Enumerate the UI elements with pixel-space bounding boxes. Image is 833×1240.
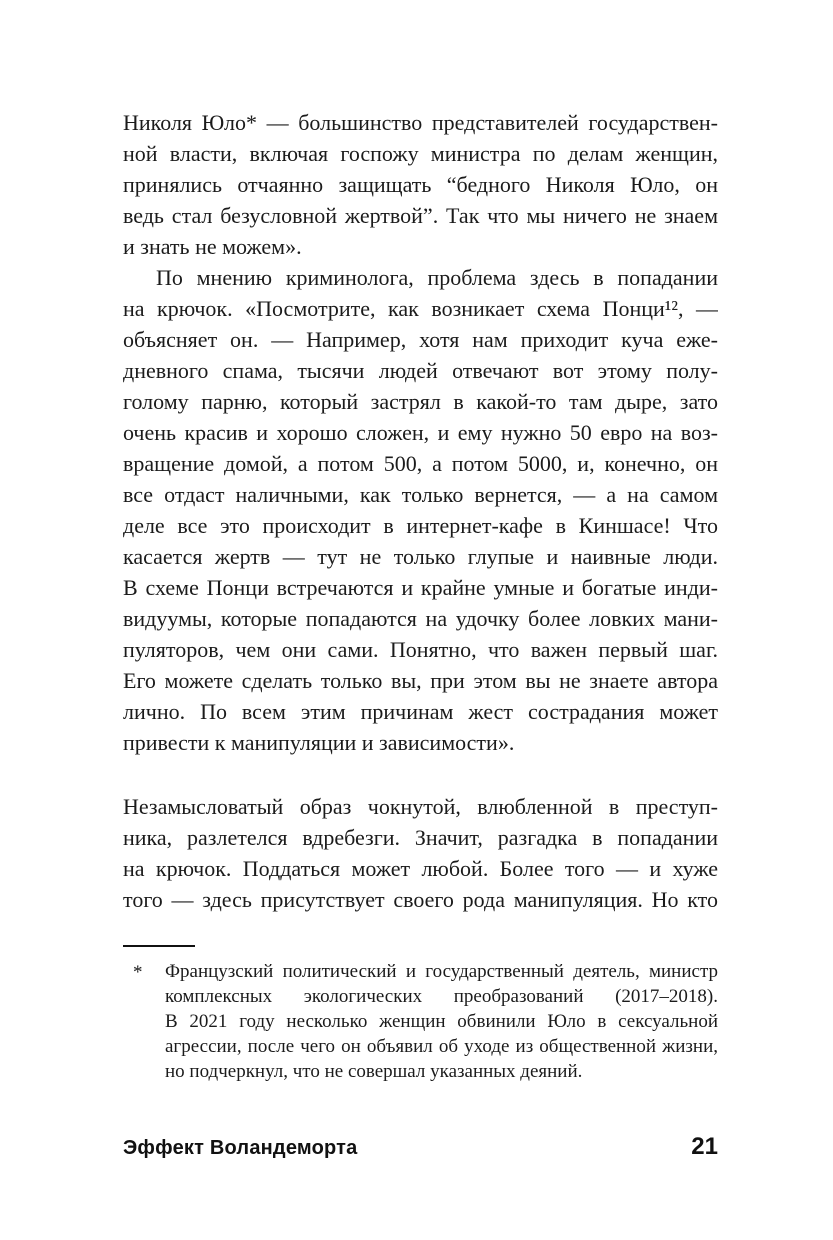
footnote-marker: * [133,962,143,983]
body-text-line: и знать не можем». [123,234,302,259]
body-text-line: пуляторов, чем они сами. Понятно, что важен первый шаг. [123,637,718,662]
body-text [123,107,718,915]
body-text-line: очень красив и хорошо сложен, и ему нужно 50 евро на воз- [123,420,718,445]
text-block [123,107,718,1084]
body-text-line: ной власти, включая госпожу министра по делам женщин, [123,141,718,166]
body-text-line: голому парню, который застрял в какой-то там дыре, зато [123,389,718,414]
footnote-line: комплексных экологических преобразований (2017–2018). [165,986,718,1007]
page-footer [123,1133,718,1161]
body-text-line: Незамысловатый образ чокнутой, влюбленной в преступ- [123,794,718,819]
body-text-line: на крючок. «Посмотрите, как возникает схема Понци¹², — [123,296,718,321]
body-text-line: лично. По всем этим причинам жест сострадания может [123,699,718,724]
body-text-line: По мнению криминолога, проблема здесь в попадании [156,265,718,290]
body-text-line: касается жертв — тут не только глупые и наивные люди. [123,544,718,569]
body-text-line: привести к манипуляции и зависимости». [123,730,515,755]
paragraph-3 [123,791,718,915]
body-text-line: деле все это происходит в интернет-кафе в Киншасе! Что [123,513,718,538]
footnote-line: В 2021 году несколько женщин обвинили Юло в сексуальной [165,1011,718,1032]
body-text-line: В схеме Понци встречаются и крайне умные и богатые инди- [123,575,718,600]
body-text-line: того — здесь присутствует своего рода манипуляция. Но кто [123,887,718,912]
footnote-line: Французский политический и государственный деятель, министр [165,961,718,982]
footnote [123,959,718,1084]
footnote-line: но подчеркнул, что не совершал указанных деяний. [165,1061,583,1082]
body-text-line: видуумы, которые попадаются на удочку более ловких мани- [123,606,718,631]
body-text-line: дневного спама, тысячи людей отвечают вот этому полу- [123,358,718,383]
paragraph-1 [123,107,718,262]
footnote-divider [123,945,195,947]
page-number: 21 [691,1133,718,1160]
body-text-line: принялись отчаянно защищать “бедного Николя Юло, он [123,172,718,197]
body-text-line: объясняет он. — Например, хотя нам приходит куча еже- [123,327,718,352]
body-text-line: все отдаст наличными, как только вернется, — а на самом [123,482,718,507]
body-text-line: ведь стал безусловной жертвой”. Так что мы ничего не знаем [123,203,718,228]
running-title: Эффект Воландеморта [123,1137,358,1159]
body-text-line: вращение домой, а потом 500, а потом 5000, и, конечно, он [123,451,718,476]
footnote-line: агрессии, после чего он объявил об уходе из общественной жизни, [165,1036,718,1057]
body-text-line: Его можете сделать только вы, при этом вы не знаете автора [123,668,718,693]
body-text-line: на крючок. Поддаться может любой. Более того — и хуже [123,856,718,881]
body-text-line: ника, разлетелся вдребезги. Значит, разгадка в попадании [123,825,718,850]
paragraph-2 [123,262,718,758]
body-text-line: Николя Юло* — большинство представителей государствен- [123,110,718,135]
